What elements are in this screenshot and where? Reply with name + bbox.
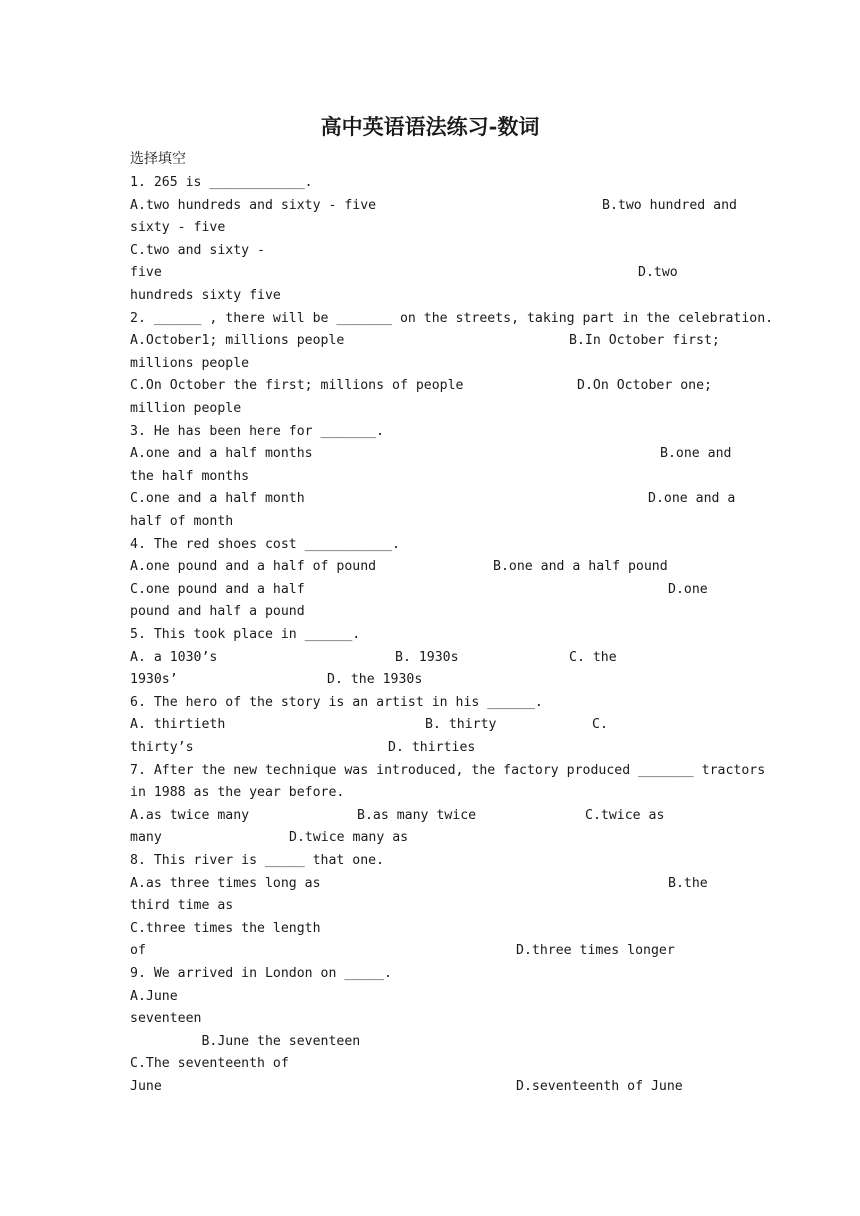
line-text: A.October1; millions people — [130, 333, 345, 349]
document-line — [130, 1053, 289, 1076]
line-text: the half months — [130, 468, 250, 484]
line-text: third time as — [130, 898, 234, 914]
document-line — [130, 963, 392, 986]
document-line — [130, 217, 225, 240]
line-text: A. a 1030’s — [130, 649, 218, 665]
option-text: B.one and a half pound — [493, 559, 668, 575]
document-line — [130, 375, 712, 398]
document-line — [130, 353, 249, 376]
option-text: D. thirties — [388, 740, 476, 755]
document-line — [130, 556, 668, 579]
document-line — [130, 782, 344, 805]
option-text: D. the 1930s — [327, 672, 423, 688]
document-line — [130, 1031, 360, 1054]
document-line — [130, 488, 736, 511]
line-text: B.June the seventeen — [130, 1033, 361, 1049]
document-title: 高中英语语法练习-数词 — [320, 114, 540, 139]
option-text: B. 1930s — [395, 649, 459, 665]
line-text: million people — [130, 401, 242, 416]
option-text: D.one — [668, 581, 708, 597]
line-text: 8. This river is _____ that one. — [130, 853, 385, 868]
document-line — [130, 308, 773, 331]
document-line — [130, 172, 313, 195]
option-text: D.one and a — [648, 491, 736, 507]
line-text: C.On October the first; millions of people — [130, 378, 464, 394]
line-text: 1. 265 is ____________. — [130, 175, 313, 190]
document-line — [130, 285, 281, 308]
document-line — [130, 624, 360, 647]
line-text: A.June — [130, 988, 178, 1004]
document-line — [130, 986, 178, 1009]
line-text: A.as three times long as — [130, 875, 321, 891]
option-text: D.three times longer — [516, 943, 675, 959]
document-line — [130, 466, 249, 489]
document-line — [130, 827, 409, 850]
option-text: B.two hundred and — [602, 197, 737, 213]
document-line — [130, 534, 400, 557]
document-line — [130, 760, 765, 783]
line-text: A.as twice many — [130, 807, 250, 823]
line-text: A. thirtieth — [130, 717, 226, 733]
document-line — [130, 262, 678, 285]
document-line — [130, 850, 384, 873]
document-line — [130, 918, 321, 941]
option-text: B.as many twice — [357, 807, 477, 823]
option-text: B.one and — [660, 446, 732, 462]
line-text: of — [130, 943, 146, 959]
document-line — [130, 647, 617, 670]
line-text: A.one pound and a half of pound — [130, 559, 377, 575]
line-text: in 1988 as the year before. — [130, 785, 345, 801]
line-text: June — [130, 1079, 162, 1094]
document-line — [130, 579, 708, 602]
line-text: seventeen — [130, 1011, 202, 1027]
document-line — [130, 511, 233, 534]
line-text: 2. ______ , there will be _______ on the streets, taking part in the celebration. — [130, 310, 774, 326]
line-text: thirty’s — [130, 740, 194, 755]
line-text: sixty - five — [130, 220, 226, 236]
option-text: C.twice as — [585, 807, 665, 823]
option-text: B. thirty — [425, 717, 497, 733]
line-text: 7. After the new technique was introduced, the factory produced _______ tractors — [130, 762, 766, 778]
line-text: 5. This took place in ______. — [130, 627, 361, 642]
document-line — [130, 940, 675, 963]
document-line — [130, 714, 608, 737]
option-text: D.two — [638, 265, 678, 281]
option-text: C. — [592, 717, 608, 733]
option-text: D.seventeenth of June — [516, 1079, 683, 1094]
option-text: D.twice many as — [289, 830, 409, 846]
line-text: 4. The red shoes cost ___________. — [130, 536, 400, 552]
document-line — [130, 195, 737, 218]
document-line — [130, 895, 233, 918]
line-text: A.one and a half months — [130, 446, 313, 462]
document-line — [130, 398, 241, 421]
document-line — [130, 330, 720, 353]
line-text: five — [130, 265, 162, 281]
option-text: D.On October one; — [577, 378, 712, 394]
option-text: B.the — [668, 875, 708, 891]
line-text: pound and half a pound — [130, 604, 305, 620]
document-line — [130, 692, 543, 715]
document-line — [130, 1076, 683, 1099]
option-text: C. the — [569, 649, 617, 665]
document-line — [130, 443, 732, 466]
document-line — [130, 669, 423, 692]
line-text: 3. He has been here for _______. — [130, 423, 385, 439]
document-line — [130, 1008, 201, 1031]
line-text: C.one pound and a half — [130, 581, 305, 597]
line-text: 9. We arrived in London on _____. — [130, 966, 393, 981]
line-text: hundreds sixty five — [130, 288, 281, 303]
section-heading: 选择填空 — [130, 151, 186, 167]
line-text: 1930s’ — [130, 672, 178, 688]
line-text: C.one and a half month — [130, 491, 305, 507]
line-text: C.The seventeenth of — [130, 1056, 289, 1072]
line-text: millions people — [130, 355, 250, 371]
document-line — [130, 805, 665, 828]
line-text: A.two hundreds and sixty - five — [130, 197, 377, 213]
line-text: C.three times the length — [130, 920, 321, 936]
document-line — [130, 873, 708, 896]
line-text: many — [130, 830, 162, 846]
document-line — [130, 240, 265, 263]
line-text: 6. The hero of the story is an artist in his ______. — [130, 694, 543, 710]
document-line — [130, 601, 305, 624]
line-text: C.two and sixty - — [130, 242, 265, 258]
document-line — [130, 421, 384, 444]
line-text: half of month — [130, 514, 234, 529]
option-text: B.In October first; — [569, 333, 720, 349]
document-line — [130, 737, 476, 760]
